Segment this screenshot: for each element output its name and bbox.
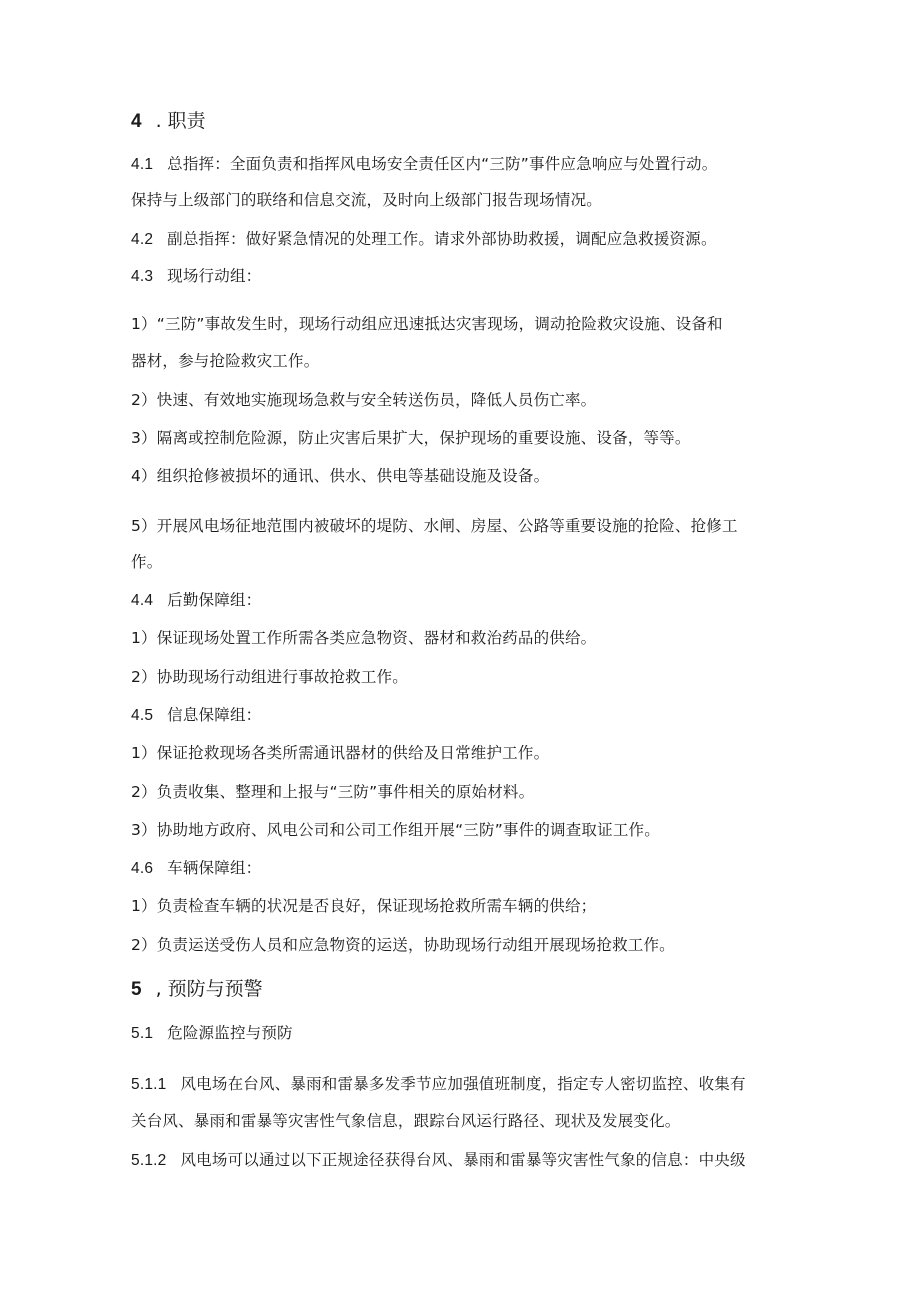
paragraph-5-1-1-text-1: 风电场在台风、暴雨和雷暴多发季节应加强值班制度，指定专人密切监控、收集有 xyxy=(180,1075,746,1093)
list-item-4-3-1-line-2: 器材，参与抢险救灾工作。 xyxy=(131,352,320,370)
list-item-text: 协助地方政府、风电公司和公司工作组开展“三防”事件的调查取证工作。 xyxy=(156,821,660,839)
list-item-4-3-4 xyxy=(131,465,791,487)
paragraph-5-1-1-line-2: 关台风、暴雨和雷暴等灾害性气象信息，跟踪台风运行路径、现状及发展变化。 xyxy=(131,1112,681,1130)
list-item-text: 负责运送受伤人员和应急物资的运送，协助现场行动组开展现场抢救工作。 xyxy=(156,936,675,954)
list-item-text: 组织抢修被损坏的通讯、供水、供电等基础设施及设备。 xyxy=(156,467,550,485)
subsection-4-4-title xyxy=(131,589,791,612)
list-marker: 2） xyxy=(131,668,157,686)
list-marker: 1） xyxy=(131,897,157,915)
list-item-text: 保证抢救现场各类所需通讯器材的供给及日常维护工作。 xyxy=(156,744,550,762)
list-item-4-3-1-line-1 xyxy=(131,313,791,335)
list-item-4-5-1 xyxy=(131,742,791,764)
subsection-4-6-title xyxy=(131,857,791,880)
list-item-text: 负责检查车辆的状况是否良好，保证现场抢救所需车辆的供给； xyxy=(156,897,597,915)
list-item-4-4-1 xyxy=(131,627,791,649)
list-item-text: 隔离或控制危险源，防止灾害后果扩大，保护现场的重要设施、设备，等等。 xyxy=(156,429,691,447)
list-marker: 4） xyxy=(131,467,157,485)
subsection-4-3-number: 4.3 xyxy=(131,268,154,285)
list-marker: 2） xyxy=(131,391,157,409)
paragraph-5-1-2-text-1: 风电场可以通过以下正规途径获得台风、暴雨和雷暴等灾害性气象的信息：中央级 xyxy=(180,1151,746,1169)
list-marker: 2） xyxy=(131,936,157,954)
list-item-text: “三防”事故发生时，现场行动组应迅速抵达灾害现场，调动抢险救灾设施、设备和 xyxy=(156,315,723,333)
paragraph-5-1-2-line-1 xyxy=(131,1149,791,1172)
paragraph-4-2-text: 副总指挥：做好紧急情况的处理工作。请求外部协助救援，调配应急救援资源。 xyxy=(167,230,717,248)
section-4-heading xyxy=(131,108,206,135)
list-marker: 3） xyxy=(131,821,157,839)
subsection-4-6-number: 4.6 xyxy=(131,860,154,877)
paragraph-5-1-2-number: 5.1.2 xyxy=(131,1152,167,1169)
section-5-number: 5 xyxy=(131,979,142,1000)
section-5-title: , 预防与预警 xyxy=(155,978,263,1000)
section-5-heading xyxy=(131,976,263,1003)
subsection-4-4-number: 4.4 xyxy=(131,592,154,609)
list-item-4-3-5-line-1 xyxy=(131,515,791,537)
list-item-4-5-2 xyxy=(131,781,791,803)
list-item-4-3-2 xyxy=(131,389,791,411)
subsection-4-4-label: 后勤保障组： xyxy=(167,591,262,609)
list-marker: 2） xyxy=(131,783,157,801)
subsection-4-5-title xyxy=(131,704,791,727)
list-item-4-4-2 xyxy=(131,666,791,688)
paragraph-4-1-line-2: 保持与上级部门的联络和信息交流，及时向上级部门报告现场情况。 xyxy=(131,191,603,209)
paragraph-4-2 xyxy=(131,228,791,251)
subsection-5-1-number: 5.1 xyxy=(131,1025,154,1042)
list-item-4-5-3 xyxy=(131,819,791,841)
paragraph-5-1-1-line-1 xyxy=(131,1073,791,1096)
list-item-text: 快速、有效地实施现场急救与安全转送伤员，降低人员伤亡率。 xyxy=(156,391,597,409)
list-item-4-3-3 xyxy=(131,427,791,449)
list-item-4-6-1 xyxy=(131,895,791,917)
list-item-4-6-2 xyxy=(131,934,791,956)
paragraph-4-2-number: 4.2 xyxy=(131,231,154,248)
list-item-text: 协助现场行动组进行事故抢救工作。 xyxy=(156,668,408,686)
subsection-4-5-number: 4.5 xyxy=(131,707,154,724)
paragraph-4-1-number: 4.1 xyxy=(131,156,154,173)
paragraph-4-1-text-1: 总指挥：全面负责和指挥风电场安全责任区内“三防”事件应急响应与处置行动。 xyxy=(167,155,718,173)
section-4-title: . 职责 xyxy=(155,110,206,132)
list-item-4-3-5-line-2: 作。 xyxy=(131,553,163,571)
list-marker: 1） xyxy=(131,629,157,647)
subsection-5-1-label: 危险源监控与预防 xyxy=(167,1024,293,1042)
list-item-text: 负责收集、整理和上报与“三防”事件相关的原始材料。 xyxy=(156,783,535,801)
paragraph-4-1-line-1 xyxy=(131,153,791,176)
list-marker: 1） xyxy=(131,744,157,762)
paragraph-5-1-1-number: 5.1.1 xyxy=(131,1076,167,1093)
list-marker: 1） xyxy=(131,315,157,333)
subsection-4-5-label: 信息保障组： xyxy=(167,706,262,724)
subsection-4-3-label: 现场行动组： xyxy=(167,267,262,285)
section-4-number: 4 xyxy=(131,111,142,132)
list-marker: 5） xyxy=(131,517,157,535)
list-item-text: 保证现场处置工作所需各类应急物资、器材和救治药品的供给。 xyxy=(156,629,597,647)
subsection-4-6-label: 车辆保障组： xyxy=(167,859,262,877)
list-item-text: 开展风电场征地范围内被破坏的堤防、水闸、房屋、公路等重要设施的抢险、抢修工 xyxy=(156,517,738,535)
list-marker: 3） xyxy=(131,429,157,447)
subsection-5-1-title xyxy=(131,1022,791,1045)
subsection-4-3-title xyxy=(131,265,791,288)
